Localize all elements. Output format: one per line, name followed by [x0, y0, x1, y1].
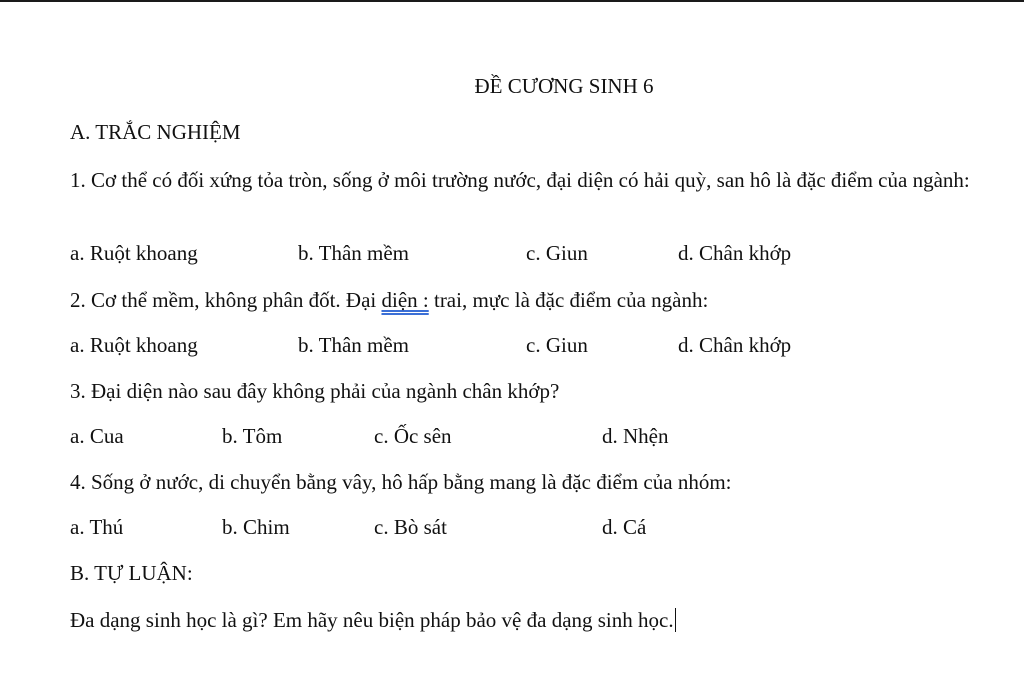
question-3-text: 3. Đại diện nào sau đây không phải của ngành chân khớp? [70, 379, 560, 403]
question-1-option-a: a. Ruột khoang [70, 241, 198, 265]
question-3-option-c: c. Ốc sên [374, 424, 452, 448]
question-4-option-b: b. Chim [222, 515, 290, 539]
question-1-option-b: b. Thân mềm [298, 241, 410, 265]
question-2-option-c: c. Giun [526, 333, 588, 357]
section-a-heading: A. TRẮC NGHIỆM [70, 120, 241, 144]
question-4-option-a: a. Thú [70, 515, 124, 539]
question-4-option-d: d. Cá [602, 515, 647, 539]
question-3-option-a: a. Cua [70, 424, 124, 448]
essay-question[interactable] [70, 607, 676, 633]
question-2-option-b: b. Thân mềm [298, 333, 410, 357]
section-b-heading: B. TỰ LUẬN: [70, 561, 193, 585]
spellcheck-underlined-word: diện : [381, 288, 429, 312]
question-2-text [70, 287, 708, 313]
question-1-text: 1. Cơ thể có đối xứng tỏa tròn, sống ở môi trường nước, đại diện có hải quỳ, san hô là đặc điểm của ngành: [70, 168, 970, 192]
question-2-text-after: trai, mực là đặc điểm của ngành: [428, 288, 709, 312]
document-title: ĐỀ CƯƠNG SINH 6 [474, 74, 654, 98]
question-2-option-d: d. Chân khớp [678, 333, 792, 357]
question-1-option-c: c. Giun [526, 241, 588, 265]
question-2-option-a: a. Ruột khoang [70, 333, 198, 357]
question-2-text-before: 2. Cơ thể mềm, không phân đốt. Đại [70, 288, 382, 312]
question-4-text: 4. Sống ở nước, di chuyển bằng vây, hô hấp bằng mang là đặc điểm của nhóm: [70, 470, 732, 494]
question-3-option-d: d. Nhện [602, 424, 669, 448]
text-cursor [675, 608, 676, 632]
question-3-option-b: b. Tôm [222, 424, 283, 448]
question-1-option-d: d. Chân khớp [678, 241, 792, 265]
essay-question-text: Đa dạng sinh học là gì? Em hãy nêu biện pháp bảo vệ đa dạng sinh học. [70, 608, 674, 632]
question-4-option-c: c. Bò sát [374, 515, 447, 539]
